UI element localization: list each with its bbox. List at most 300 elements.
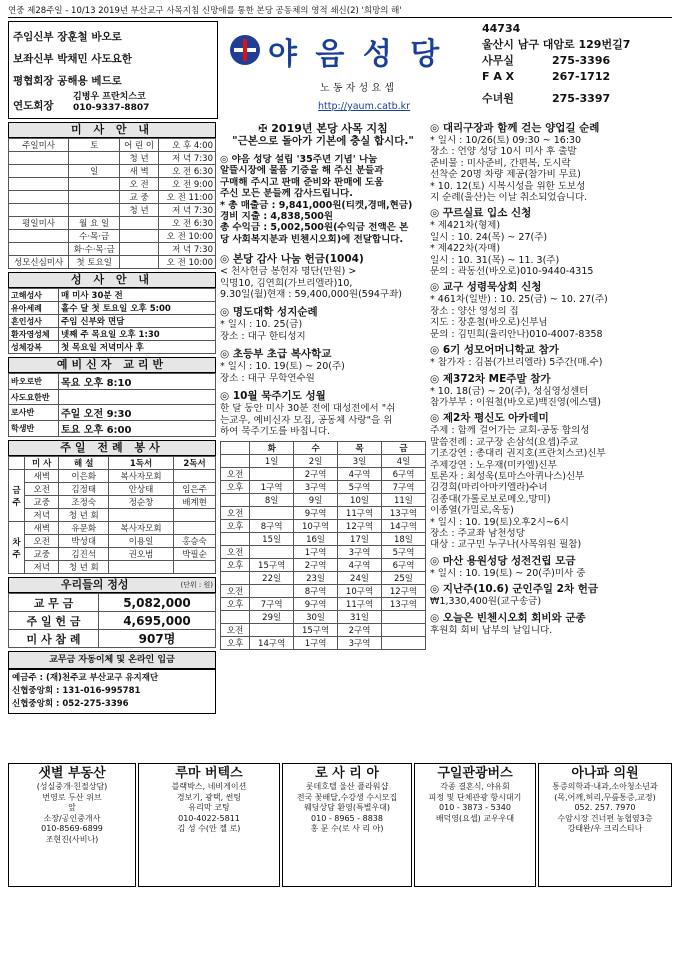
rosary-am-row: [221, 624, 426, 637]
mass-cell: 저 녁 7:30: [159, 243, 216, 256]
rosary-cell: 2구역: [338, 624, 382, 637]
notice-line: 주제 : 함께 걸어가는 교회-공동 합의성: [430, 425, 590, 437]
class-name: 바오로반: [9, 374, 59, 390]
sacrament-detail: 주임 신부와 면담: [59, 315, 216, 328]
postcode: 44734: [482, 22, 521, 35]
rosary-cell: [221, 494, 250, 507]
rosary-cell: 9구역: [294, 598, 338, 611]
service-head-cell: 미 사: [25, 457, 59, 470]
staff-list: [13, 26, 132, 92]
service-week: 차주: [9, 522, 25, 574]
staff-phone: 010-9337-8807: [73, 103, 150, 113]
service-row: [9, 522, 216, 535]
notice-line: ◎ 야음 성당 설립 '35주년 기념' 나눔: [220, 154, 378, 165]
service-cell: 안상태: [109, 483, 174, 496]
mass-row: [9, 256, 216, 269]
service-cell: 저녁: [25, 509, 59, 522]
mass-cell: 오 후 4:00: [159, 139, 216, 152]
service-cell: 유문화: [59, 522, 109, 535]
sacrament-row: [9, 328, 216, 341]
mass-cell: [9, 230, 69, 243]
notice-line: 장소 : 양산 영성의 집: [430, 305, 519, 317]
ad-line: 김 성 수(안 젤 로): [177, 824, 241, 833]
rosary-date: 16일: [294, 533, 338, 546]
rosary-cell: 3구역: [338, 546, 382, 559]
church-url[interactable]: http://yaum.catb.kr: [318, 101, 411, 112]
offering-label: 미 사 참 례: [9, 630, 99, 648]
rosary-cell: 14구역: [250, 637, 294, 650]
notice-line: 후원회 회비 납부의 날입니다.: [430, 624, 553, 636]
ad-line: 전국 꽃배달,수강생 수시모집: [296, 792, 398, 802]
service-cell: 새벽: [25, 470, 59, 483]
rosary-date: 3일: [338, 455, 382, 468]
rosary-date-row: [221, 494, 426, 507]
notice-line: < 천사헌금 봉헌자 명단(만원) >: [220, 266, 357, 278]
notice-line: 문의 : 김민희(율리안나)010-4007-8358: [430, 328, 603, 340]
offering-row: [9, 630, 216, 648]
notice-title: ◎ 6기 성모어머니학교 참가: [430, 344, 559, 357]
mass-cell: 청 년: [120, 152, 159, 165]
service-row: [9, 496, 216, 509]
mass-cell: [9, 191, 69, 204]
service-cell: 오전: [25, 535, 59, 548]
service-cell: 복사자모회: [109, 522, 174, 535]
ad-name: 아나파 의원: [571, 766, 639, 781]
notice-title: ◎ 10월 묵주기도 성월: [220, 390, 326, 403]
rosary-label: 오전: [221, 507, 250, 520]
notice-line: 장소 : 주교좌 남천성당: [430, 527, 525, 539]
ad-line: 앞: [68, 803, 76, 812]
offering-unit: (단위 : 원): [180, 581, 213, 589]
rosary-date-row: [221, 611, 426, 624]
notice-line: 알뜰시장에 물품 기증을 해 주신 분들과: [220, 165, 384, 177]
ad-name: 로 사 리 아: [315, 766, 379, 781]
ad-box: [8, 763, 136, 887]
service-cell: 조정숙: [59, 496, 109, 509]
notice-line: * 일시 : 10. 19(토) ~ 20(주)미사 중: [430, 567, 586, 579]
mass-cell: 오 전 6:30: [159, 217, 216, 230]
rosary-date: 29일: [250, 611, 294, 624]
notice-line: 준비물 : 미사준비, 간편복, 도시락: [430, 157, 571, 169]
right-column: [430, 122, 672, 760]
rosary-pm-row: [221, 637, 426, 650]
mass-cell: [120, 217, 159, 230]
bank-account: 신협중앙회 : 052-275-3396: [12, 699, 129, 709]
rosary-cell: [221, 533, 250, 546]
service-table: [8, 456, 216, 574]
mass-row: [9, 152, 216, 165]
notice-title: ◎ 초등부 초급 복사학교: [220, 348, 332, 361]
rosary-cell: [250, 546, 294, 559]
ad-line: 010 - 8965 - 8838: [311, 813, 383, 823]
rosary-cell: [382, 637, 426, 650]
rosary-cell: [221, 455, 250, 468]
mass-cell: [9, 178, 69, 191]
notice-title: ◎ 제2차 평신도 아카데미: [430, 412, 549, 425]
service-cell: [174, 561, 216, 574]
service-cell: 홍승숙: [174, 535, 216, 548]
rosary-cell: 5구역: [382, 546, 426, 559]
notice-line: ₩1,330,400원(교구송금): [430, 596, 542, 608]
service-cell: 새벽: [25, 522, 59, 535]
service-cell: [174, 470, 216, 483]
service-head-cell: [9, 457, 25, 470]
sacrament-table: [8, 288, 216, 354]
rosary-date: 22일: [250, 572, 294, 585]
notice-line: 대상 : 교구민 누구나(사목위원 필참): [430, 539, 582, 551]
notice-line: 주신 모든 분들께 감사드립니다.: [220, 188, 353, 200]
sacrament-title: 성 사 안 내: [8, 272, 216, 288]
top-banner: 연중 제28주일 - 10/13 2019년 부산교구 사목지침 신망애를 통한 본당 공동체의 영적 쇄신(2) '희망의 해': [8, 4, 672, 18]
notice-title: ◎ 대리구장과 함께 걷는 양업길 순례: [430, 122, 600, 134]
ad-box: [282, 763, 412, 887]
notice-line: 장소 : 대구 한티성지: [220, 330, 306, 342]
mass-cell: 오 전 11:00: [159, 191, 216, 204]
rosary-label: 오후: [221, 598, 250, 611]
contact-value: 267-1712: [552, 70, 611, 83]
mass-cell: [69, 204, 120, 217]
mass-cell: [69, 178, 120, 191]
notice-line: 말씀전례 : 교구장 손삼석(요셉)주교: [430, 436, 579, 448]
notice-line: 선착순 20명 차량 제공(참가비 무료): [430, 169, 581, 181]
service-title: 주일 전례 봉사: [8, 440, 216, 456]
mass-cell: 평일미사: [9, 217, 69, 230]
sacrament-type: 유아세례: [9, 302, 59, 315]
notice-line: 경비 지출 : 4,838,500원: [220, 211, 334, 223]
offering-label: 교 무 금: [9, 594, 99, 612]
mass-cell: [120, 256, 159, 269]
notice-body: [220, 361, 426, 384]
ad-line: (목,어깨,허리,무릎통증,교정): [554, 792, 656, 802]
service-cell: 오전: [25, 483, 59, 496]
sacrament-row: [9, 289, 216, 302]
church-title: 야 음 성 당: [268, 37, 444, 72]
service-row: [9, 509, 216, 522]
service-cell: 청 년 회: [59, 561, 109, 574]
service-cell: 김진석: [59, 548, 109, 561]
ad-name: 구일관광버스: [437, 766, 513, 781]
notice-line: 9.30일(월)현재 : 59,400,000원(594구좌): [220, 289, 402, 301]
rosary-date: 4일: [382, 455, 426, 468]
rosary-day: 수: [294, 442, 338, 455]
offering-row: [9, 612, 216, 630]
staff-name: 공해용 베드로: [57, 75, 122, 87]
rosary-cell: 6구역: [382, 559, 426, 572]
staff-name: 김병우 프란치스코: [73, 92, 146, 102]
offering-value: 4,695,000: [99, 612, 216, 630]
offering-label: 주 일 헌 금: [9, 612, 99, 630]
notice-line: * 10. 12(토) 시복시성을 위한 도보성: [430, 180, 586, 192]
rosary-date: 17일: [338, 533, 382, 546]
contact-box: [478, 21, 672, 119]
ad-line: 번영로 두산 위브: [42, 792, 102, 802]
catechumen-table: [8, 373, 216, 437]
mass-cell: 교 중: [120, 191, 159, 204]
notice-title: ◎ 마산 용원성당 성전건립 모금: [430, 554, 576, 567]
church-header: [220, 21, 472, 119]
mass-cell: 주일미사: [9, 139, 69, 152]
notice-body: [220, 266, 426, 300]
mass-cell: 새 벽: [120, 165, 159, 178]
rosary-cell: 2구역: [294, 468, 338, 481]
notice-line: * 참가자 : 김봄(가브리엘라) 5주간(매.수): [430, 357, 603, 369]
notice-line: * 일시 : 10. 19(토) ~ 20(주): [220, 361, 345, 373]
notice-line: 주제강연 : 노우재(미카엘)신부: [430, 459, 557, 471]
service-cell: 임은주: [174, 483, 216, 496]
notice-line: * 10. 18(금) ~ 20(주), 성심영성센터: [430, 385, 589, 397]
offering-row: [9, 594, 216, 612]
contact-label: F A X: [482, 70, 515, 83]
service-cell: 김정태: [59, 483, 109, 496]
mass-cell: [9, 152, 69, 165]
ad-line: 피정 및 단체관광 항시대기: [428, 792, 522, 802]
rosary-cell: 8구역: [250, 520, 294, 533]
rosary-date: 1일: [250, 455, 294, 468]
service-cell: 교중: [25, 496, 59, 509]
rosary-cell: 8구역: [294, 585, 338, 598]
rosary-cell: 4구역: [338, 559, 382, 572]
staff-role: 연도회장: [13, 100, 54, 112]
service-cell: [109, 509, 174, 522]
mass-title: 미 사 안 내: [8, 122, 216, 138]
rosary-cell: 7구역: [250, 598, 294, 611]
notice-body: [220, 319, 426, 342]
notice-quote: "근본으로 돌아가 기본에 충실 합시다.": [232, 135, 414, 147]
class-name: 사도요한반: [9, 390, 59, 405]
rosary-date-row: [221, 572, 426, 585]
ad-line: 홍 문 수(로 사 리 아): [310, 824, 384, 833]
service-head-cell: 해 설: [59, 457, 109, 470]
class-time: [59, 390, 216, 405]
middle-column: [220, 122, 426, 760]
sacrament-row: [9, 315, 216, 328]
catechumen-row: [9, 421, 216, 437]
notice-title: ◎ 오늘은 빈첸시오회 회비와 군종: [430, 611, 586, 624]
staff-contact: [73, 92, 149, 114]
notice-line: 참가부부 : 이원철(바오로)백진영(에스텔): [430, 396, 601, 408]
mass-cell: [9, 204, 69, 217]
rosary-table: [220, 441, 426, 650]
rosary-cell: 7구역: [382, 481, 426, 494]
rosary-date-row: [221, 455, 426, 468]
rosary-day: 화: [250, 442, 294, 455]
mass-cell: 오 전 10:00: [159, 230, 216, 243]
service-cell: 이용일: [109, 535, 174, 548]
mass-cell: 성모신심미사: [9, 256, 69, 269]
rosary-cell: 12구역: [338, 520, 382, 533]
notice-line: 문의 : 곽동선(바오로)010-9440-4315: [430, 266, 594, 278]
sacrament-detail: 매 미사 30분 전: [59, 289, 216, 302]
notice-line: 한 달 동안 미사 30분 전에 대성전에서 "쉬: [220, 403, 396, 415]
rosary-date: [382, 611, 426, 624]
notice-line: 는교우, 예비신자 모집, 공동체 사랑"을 위: [220, 414, 393, 426]
notice-line: 총 수익금 : 5,002,500원(수익금 전액은 본: [220, 222, 409, 234]
rosary-cell: [382, 624, 426, 637]
service-cell: 이은화: [59, 470, 109, 483]
service-row: [9, 535, 216, 548]
mass-cell: [120, 230, 159, 243]
notice-title: ✠ 2019년 본당 사목 지침: [258, 122, 388, 135]
notice-title: ◎ 명도대학 성지순례: [220, 306, 318, 319]
mass-cell: 일: [69, 165, 120, 178]
notice-line: 장소 : 언양 성당 10시 미사 후 출발: [430, 146, 577, 158]
service-head-cell: 1독서: [109, 457, 174, 470]
rosary-date: 15일: [250, 533, 294, 546]
ad-line: 소장/공인중개사: [43, 813, 101, 823]
rosary-cell: 15구역: [294, 624, 338, 637]
rosary-date-row: [221, 533, 426, 546]
catechumen-row: [9, 374, 216, 390]
catechumen-row: [9, 405, 216, 421]
notice-line: * 제421차(형제): [430, 220, 501, 232]
service-cell: 청 년 회: [59, 509, 109, 522]
rosary-am-row: [221, 507, 426, 520]
ad-line: 052. 257. 7970: [574, 803, 636, 812]
rosary-cell: 12구역: [382, 585, 426, 598]
rosary-am-row: [221, 585, 426, 598]
rosary-cell: 6구역: [382, 468, 426, 481]
mass-cell: 토: [69, 139, 120, 152]
notice-title: ◎ 교구 성령묵상회 신청: [430, 281, 542, 294]
rosary-cell: 4구역: [338, 468, 382, 481]
contact-value: 275-3397: [552, 92, 611, 105]
staff-role: 평협회장: [13, 75, 54, 87]
service-cell: 박성대: [59, 535, 109, 548]
sacrament-row: [9, 341, 216, 354]
sacrament-type: 환자영성체: [9, 328, 59, 341]
ad-box: [414, 763, 536, 887]
notice-line: 기조강연 : 총대리 권지호(프란치스코)신부: [430, 448, 606, 460]
account-holder: 예금주 : (재)천주교 부산교구 유지재단: [12, 673, 159, 683]
ad-line: 각종 결혼식, 야유회: [440, 782, 510, 791]
mass-cell: [69, 191, 120, 204]
mass-cell: 어 린 이: [120, 139, 159, 152]
class-time: 토요 오후 6:00: [59, 421, 216, 437]
rosary-date: 18일: [382, 533, 426, 546]
rosary-date: 8일: [250, 494, 294, 507]
mass-row: [9, 204, 216, 217]
class-name: 학생반: [9, 421, 59, 437]
mass-cell: 청 년: [120, 204, 159, 217]
rosary-pm-row: [221, 598, 426, 611]
notice-line: 구매해 주시고 판매 준비와 판매에 도움: [220, 176, 384, 188]
mass-row: [9, 243, 216, 256]
mass-cell: 오 전 10:00: [159, 256, 216, 269]
ad-name: 루마 버텍스: [175, 766, 243, 781]
notice-body: [220, 154, 426, 245]
rosary-pm-row: [221, 520, 426, 533]
mass-row: [9, 178, 216, 191]
ad-line: (성실중개·친절상담): [36, 782, 108, 791]
rosary-cell: [250, 507, 294, 520]
staff-role: 보좌신부: [13, 53, 54, 65]
rosary-cell: 1구역: [294, 546, 338, 559]
notice-line: * 제422차(자매): [430, 243, 501, 255]
contact-label: 수녀원: [482, 92, 514, 105]
catechumen-row: [9, 390, 216, 405]
rosary-label: 오후: [221, 637, 250, 650]
mass-cell: 월 요 일: [69, 217, 120, 230]
mass-cell: 오 전 9:00: [159, 178, 216, 191]
rosary-label: 오후: [221, 520, 250, 533]
service-cell: 권오범: [109, 548, 174, 561]
service-cell: 배계현: [174, 496, 216, 509]
class-time: 목요 오후 8:10: [59, 374, 216, 390]
ad-line: 수암시장 건너편 농협옆3층: [557, 813, 653, 823]
ad-line: 웨딩상담 환영(특별우대): [303, 803, 391, 812]
mass-table: [8, 138, 216, 269]
staff-name: 장훈철 바오로: [57, 31, 122, 43]
rosary-cell: 3구역: [294, 481, 338, 494]
offering-header: [8, 577, 216, 593]
notice-line: 일시 : 10. 31(목) ~ 11. 3(주): [430, 254, 560, 266]
bank-info: [8, 669, 216, 714]
sacrament-type: 성체강복: [9, 341, 59, 354]
notice-line: 장소 : 대구 무학연수원: [220, 372, 315, 384]
notice-title: ◎ 제372차 ME주말 참가: [430, 372, 551, 385]
offering-value: 5,082,000: [99, 594, 216, 612]
mass-cell: 화·수·목·금: [69, 243, 120, 256]
ad-line: 통증의학과·내과,소아청소년과: [552, 782, 658, 791]
rosary-label: 오전: [221, 546, 250, 559]
rosary-head-cell: [221, 442, 250, 455]
service-cell: 복사자모회: [109, 470, 174, 483]
rosary-day: 금: [382, 442, 426, 455]
church-patron: 노 동 자 성 요 셉: [320, 83, 394, 94]
notice-title: ◎ 지난주(10.6) 군인주일 2차 헌금: [430, 583, 599, 596]
ad-line: 조현진(사비나): [45, 834, 99, 844]
staff-role: 주임신부: [13, 31, 54, 43]
service-cell: 박필순: [174, 548, 216, 561]
offering-value: 907명: [99, 630, 216, 648]
church-logo-icon: [230, 35, 260, 65]
ad-line: 배덕영(요셉) 교우우대: [435, 813, 515, 823]
mass-cell: 저 녁 7:30: [159, 152, 216, 165]
rosary-cell: [221, 611, 250, 624]
mass-cell: 오 전 6:30: [159, 165, 216, 178]
notice-line: * 461차(일반) : 10. 25(금) ~ 10. 27(주): [430, 294, 608, 306]
notice-title: ◎ 꾸르실료 입소 신청: [430, 207, 532, 220]
notice-line: 김종대(가롤로보로메오,망미): [430, 493, 551, 505]
ad-box: [138, 763, 280, 887]
notice-line: 당 사회복지분과 빈첸시오회)에 전달합니다.: [220, 233, 404, 245]
rosary-date: 2일: [294, 455, 338, 468]
notice-line: * 총 매출금 : 9,841,000원(티켓,경매,현금): [220, 199, 413, 211]
rosary-date: 24일: [338, 572, 382, 585]
rosary-label: 오전: [221, 585, 250, 598]
sacrament-detail: 홀수 달 첫 토요일 오후 5:00: [59, 302, 216, 315]
rosary-label: 오전: [221, 468, 250, 481]
notice-line: * 일시 : 10. 19(토)오후2시~6시: [430, 516, 569, 528]
ad-row: [8, 763, 672, 887]
rosary-cell: 14구역: [382, 520, 426, 533]
rosary-cell: 2구역: [294, 559, 338, 572]
offering-title: 우리들의 정성: [60, 578, 129, 591]
service-cell: [109, 561, 174, 574]
mass-row: [9, 139, 216, 152]
service-head-cell: 2독서: [174, 457, 216, 470]
rosary-cell: [250, 624, 294, 637]
rosary-date: 25일: [382, 572, 426, 585]
sacrament-detail: 첫 목요일 저녁미사 후: [59, 341, 216, 354]
ad-line: 010 - 3873 - 5340: [439, 803, 511, 812]
rosary-cell: 15구역: [250, 559, 294, 572]
mass-cell: 오 전: [120, 178, 159, 191]
notice-line: 김경희(마리아마키엘라)수녀: [430, 482, 548, 494]
notice-line: 일시 : 10. 24(목) ~ 27(주): [430, 231, 548, 243]
rosary-date: 11일: [382, 494, 426, 507]
mass-cell: [120, 243, 159, 256]
